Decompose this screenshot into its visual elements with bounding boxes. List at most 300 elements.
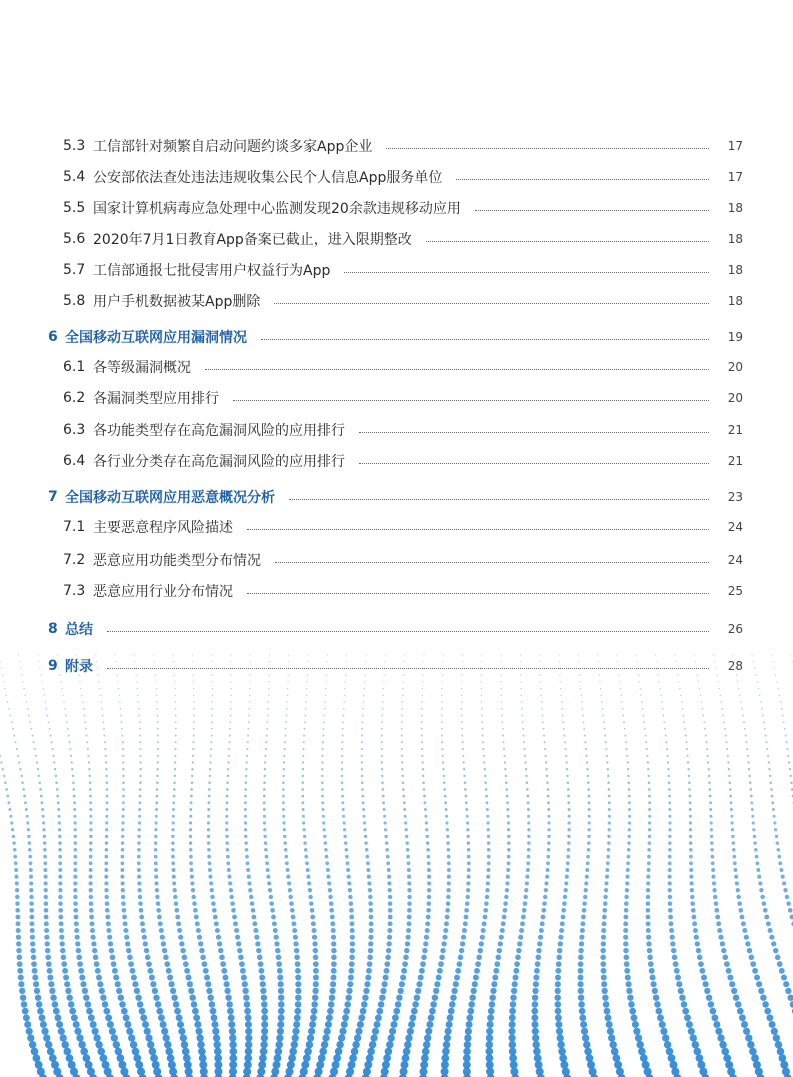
wave-dot <box>81 695 82 696</box>
wave-dot <box>63 1048 71 1056</box>
wave-dot <box>487 1014 494 1021</box>
wave-dot <box>269 895 273 899</box>
wave-dot <box>482 921 487 926</box>
wave-dot <box>42 815 45 818</box>
wave-dot <box>702 708 704 710</box>
wave-dot <box>276 1034 283 1041</box>
wave-dot <box>43 855 47 859</box>
wave-dot <box>342 1014 349 1021</box>
wave-dot <box>721 701 723 703</box>
wave-dot <box>545 761 547 763</box>
toc-chapter-6[interactable] <box>0 325 793 349</box>
wave-dot <box>41 1028 48 1035</box>
wave-dot <box>646 748 648 750</box>
wave-dot <box>142 935 147 940</box>
wave-dot <box>44 888 48 892</box>
wave-dot <box>482 741 484 743</box>
wave-dot <box>670 935 675 940</box>
wave-dot <box>189 835 192 838</box>
wave-dot <box>383 688 384 689</box>
wave-dot <box>728 768 730 770</box>
toc-entry-5-3[interactable] <box>0 134 793 158</box>
wave-dot <box>44 881 48 885</box>
wave-dot <box>507 841 510 844</box>
toc-chapter-8[interactable] <box>0 617 793 641</box>
wave-dot <box>58 861 62 865</box>
wave-dot <box>264 755 266 757</box>
wave-dot <box>341 761 343 763</box>
wave-dot <box>414 994 420 1000</box>
wave-dot <box>121 835 124 838</box>
wave-dot <box>183 1054 191 1062</box>
wave-dot <box>341 768 343 770</box>
wave-dot <box>656 1008 663 1015</box>
wave-dot <box>235 935 240 940</box>
wave-dot <box>16 935 21 940</box>
wave-dot <box>427 875 431 879</box>
wave-dot <box>156 701 158 703</box>
wave-dot <box>461 708 463 710</box>
wave-dot <box>657 1014 664 1021</box>
wave-dot <box>674 968 680 974</box>
wave-dot <box>689 841 692 844</box>
toc-entry-5-5[interactable] <box>0 196 793 220</box>
wave-dot <box>505 781 508 784</box>
wave-dot <box>565 755 567 757</box>
wave-dot <box>172 875 176 879</box>
wave-dot <box>776 681 777 682</box>
wave-dot <box>325 861 329 865</box>
wave-dot <box>313 981 319 987</box>
wave-dot <box>230 701 232 703</box>
wave-dot <box>283 828 286 831</box>
wave-dot <box>329 908 334 913</box>
wave-dot <box>225 801 228 804</box>
wave-dot <box>74 921 79 926</box>
wave-dot <box>421 1054 429 1062</box>
wave-dot <box>587 835 590 838</box>
toc-entry-6-1[interactable] <box>0 355 793 379</box>
wave-dot <box>58 868 62 872</box>
wave-dot <box>329 988 335 994</box>
wave-dot <box>421 715 423 717</box>
wave-dot <box>244 821 247 824</box>
wave-dot <box>587 788 590 791</box>
wave-dot <box>89 821 92 824</box>
wave-dot <box>366 861 370 865</box>
wave-dot <box>174 775 176 777</box>
wave-dot <box>734 868 738 872</box>
wave-dot <box>662 708 664 710</box>
wave-dot <box>461 935 466 940</box>
wave-dot <box>524 761 526 763</box>
wave-dot <box>175 701 177 703</box>
wave-dot <box>191 768 193 770</box>
wave-dot <box>623 721 625 723</box>
wave-dot <box>185 974 191 980</box>
wave-dot <box>602 988 608 994</box>
wave-dot <box>355 1028 362 1035</box>
toc-page-number: 20 <box>727 360 743 374</box>
wave-dot <box>134 988 140 994</box>
wave-dot <box>149 974 155 980</box>
wave-dot <box>583 728 585 730</box>
wave-dot <box>783 981 789 987</box>
wave-dot <box>68 735 70 737</box>
wave-dot <box>244 1001 251 1008</box>
wave-dot <box>482 735 484 737</box>
wave-dot <box>62 695 63 696</box>
wave-dot <box>105 815 108 818</box>
wave-dot <box>402 788 405 791</box>
wave-dot <box>777 1048 785 1056</box>
toc-entry-7-1[interactable] <box>0 515 793 539</box>
wave-dot <box>522 728 524 730</box>
toc-entry-6-3[interactable] <box>0 418 793 442</box>
wave-dot <box>55 775 57 777</box>
wave-dot <box>689 815 692 818</box>
wave-dot <box>611 1048 619 1056</box>
wave-dot <box>364 688 365 689</box>
wave-dot <box>246 748 248 750</box>
wave-dot <box>277 1028 284 1035</box>
wave-dot <box>312 941 317 946</box>
toc-chapter-7[interactable] <box>0 485 793 509</box>
wave-dot <box>486 801 489 804</box>
wave-dot <box>363 701 365 703</box>
wave-dot <box>283 761 285 763</box>
wave-dot <box>668 1054 676 1062</box>
wave-dot <box>43 848 47 852</box>
wave-dot <box>330 981 336 987</box>
wave-dot <box>502 721 504 723</box>
wave-dot <box>769 935 774 940</box>
wave-dot <box>558 935 563 940</box>
wave-dot <box>245 768 247 770</box>
wave-dot <box>91 941 96 946</box>
wave-dot <box>741 921 746 926</box>
wave-dot <box>425 928 430 933</box>
wave-dot <box>689 835 692 838</box>
wave-dot <box>0 761 2 763</box>
wave-dot <box>282 821 285 824</box>
wave-dot <box>773 1034 780 1041</box>
wave-dot <box>306 681 307 682</box>
wave-dot <box>156 795 159 798</box>
wave-dot <box>725 1061 733 1069</box>
wave-dot <box>511 988 517 994</box>
wave-dot <box>361 795 364 798</box>
wave-dot <box>526 781 529 784</box>
wave-dot <box>345 681 346 682</box>
wave-dot <box>122 801 125 804</box>
wave-dot <box>190 881 194 885</box>
wave-dot <box>182 1048 190 1056</box>
wave-dot <box>745 735 747 737</box>
wave-dot <box>707 761 709 763</box>
wave-dot <box>684 1014 691 1021</box>
wave-dot <box>781 974 787 980</box>
wave-dot <box>14 868 18 872</box>
wave-dot <box>561 708 563 710</box>
wave-dot <box>527 835 530 838</box>
wave-dot <box>323 721 325 723</box>
toc-title: 各行业分类存在高危漏洞风险的应用排行 <box>93 454 345 470</box>
wave-dot <box>681 701 683 703</box>
wave-dot <box>203 968 209 974</box>
wave-dot <box>724 728 726 730</box>
toc-entry-5-8[interactable] <box>0 289 793 313</box>
wave-dot <box>461 728 463 730</box>
wave-dot <box>276 955 282 961</box>
wave-dot <box>541 915 546 920</box>
wave-dot <box>502 728 504 730</box>
toc-entry-6-4[interactable] <box>0 449 793 473</box>
wave-dot <box>29 895 33 899</box>
wave-dot <box>447 875 451 879</box>
wave-dot <box>407 868 411 872</box>
wave-dot <box>740 915 745 920</box>
wave-dot <box>727 761 729 763</box>
wave-dot <box>189 855 193 859</box>
wave-dot <box>606 761 608 763</box>
wave-dot <box>261 1021 268 1028</box>
wave-dot <box>464 1034 471 1041</box>
wave-dot <box>512 974 518 980</box>
wave-dot <box>779 1054 787 1062</box>
wave-dot <box>219 955 225 961</box>
wave-dot <box>154 848 158 852</box>
wave-dot <box>508 1028 515 1035</box>
wave-dot <box>771 1028 778 1035</box>
wave-dot <box>29 868 33 872</box>
wave-dot <box>342 815 345 818</box>
wave-dot <box>568 808 571 811</box>
wave-dot <box>154 875 158 879</box>
wave-dot <box>461 721 463 723</box>
wave-dot <box>180 948 185 953</box>
wave-dot <box>421 955 427 961</box>
wave-dot <box>190 868 194 872</box>
wave-dot <box>662 1034 669 1041</box>
wave-dot <box>404 815 407 818</box>
wave-dot <box>342 721 344 723</box>
toc-number: 5.7 <box>63 262 86 278</box>
wave-dot <box>658 681 659 682</box>
toc-entry-5-6[interactable] <box>0 227 793 251</box>
wave-dot <box>723 1054 731 1062</box>
wave-dot <box>754 848 758 852</box>
wave-dot <box>585 755 587 757</box>
wave-dot <box>775 835 778 838</box>
wave-dot <box>586 1054 594 1062</box>
wave-dot <box>386 948 391 953</box>
wave-dot <box>29 875 33 879</box>
wave-dot <box>103 721 105 723</box>
wave-dot <box>588 801 591 804</box>
wave-dot <box>341 748 343 750</box>
wave-dot <box>106 795 109 798</box>
wave-dot <box>305 708 307 710</box>
wave-dot <box>382 788 385 791</box>
wave-dot <box>193 721 195 723</box>
wave-dot <box>587 1061 595 1069</box>
toc-number: 7 <box>48 489 58 505</box>
wave-dot <box>555 988 561 994</box>
wave-dot <box>525 775 527 777</box>
wave-dot <box>627 761 629 763</box>
wave-dot <box>17 961 23 967</box>
wave-dot <box>509 1014 516 1021</box>
wave-dot <box>443 1041 450 1048</box>
wave-dot <box>386 1041 393 1048</box>
wave-dot <box>89 841 92 844</box>
wave-dot <box>50 735 52 737</box>
wave-dot <box>441 708 443 710</box>
wave-dot <box>542 721 544 723</box>
wave-dot <box>441 735 443 737</box>
wave-dot <box>557 1041 564 1048</box>
wave-dot <box>247 741 249 743</box>
wave-dot <box>121 1008 128 1015</box>
wave-dot <box>427 868 431 872</box>
wave-dot <box>174 688 175 689</box>
wave-dot <box>690 895 694 899</box>
dot-leader <box>426 241 709 242</box>
wave-dot <box>19 768 21 770</box>
wave-dot <box>420 961 426 967</box>
wave-dot <box>303 735 305 737</box>
wave-dot <box>121 728 123 730</box>
wave-dot <box>689 801 692 804</box>
wave-dot <box>547 788 550 791</box>
wave-dot <box>71 1014 78 1021</box>
wave-dot <box>290 908 295 913</box>
wave-dot <box>367 955 373 961</box>
wave-dot <box>286 701 288 703</box>
wave-dot <box>691 908 696 913</box>
wave-dot <box>164 1041 171 1048</box>
wave-dot <box>57 808 60 811</box>
wave-dot <box>647 948 652 953</box>
wave-dot <box>45 948 50 953</box>
wave-dot <box>708 781 711 784</box>
wave-dot <box>690 1034 697 1041</box>
wave-dot <box>498 941 503 946</box>
wave-dot <box>155 1001 162 1008</box>
wave-dot <box>84 715 86 717</box>
wave-dot <box>80 688 81 689</box>
wave-dot <box>601 981 607 987</box>
wave-dot <box>101 701 103 703</box>
wave-dot <box>490 988 496 994</box>
wave-dot <box>401 741 403 743</box>
wave-dot <box>387 941 392 946</box>
toc-entry-5-7[interactable] <box>0 258 793 282</box>
wave-dot <box>307 881 311 885</box>
wave-dot <box>754 974 760 980</box>
wave-dot <box>119 1001 126 1008</box>
wave-dot <box>383 1054 391 1062</box>
wave-dot <box>580 928 585 933</box>
wave-dot <box>697 955 703 961</box>
wave-dot <box>58 1028 65 1035</box>
wave-dot <box>481 721 483 723</box>
wave-dot <box>515 955 521 961</box>
wave-dot <box>121 855 125 859</box>
toc-entry-6-2[interactable] <box>0 386 793 410</box>
wave-dot <box>175 735 177 737</box>
wave-dot <box>706 994 712 1000</box>
wave-dot <box>664 1041 671 1048</box>
wave-dot <box>228 881 232 885</box>
wave-dot <box>426 848 430 852</box>
wave-dot <box>12 835 15 838</box>
wave-dot <box>13 848 17 852</box>
toc-entry-7-2[interactable] <box>0 548 793 572</box>
wave-dot <box>225 821 228 824</box>
wave-dot <box>544 748 546 750</box>
wave-dot <box>118 688 119 689</box>
wave-dot <box>225 815 228 818</box>
wave-dot <box>283 835 286 838</box>
wave-dot <box>29 1041 36 1048</box>
wave-dot <box>283 841 286 844</box>
wave-dot <box>457 961 463 967</box>
wave-dot <box>764 1008 771 1015</box>
wave-dot <box>682 708 684 710</box>
wave-dot <box>383 815 386 818</box>
wave-dot <box>466 888 470 892</box>
wave-dot <box>646 935 651 940</box>
wave-dot <box>510 1061 518 1069</box>
wave-dot <box>368 935 373 940</box>
wave-dot <box>487 861 491 865</box>
wave-dot <box>44 915 49 920</box>
wave-dot <box>381 735 383 737</box>
wave-dot <box>567 835 570 838</box>
wave-dot <box>15 888 19 892</box>
wave-dot <box>446 828 449 831</box>
wave-dot <box>412 1001 419 1008</box>
wave-dot <box>485 895 489 899</box>
wave-dot <box>443 775 445 777</box>
wave-dot <box>401 708 403 710</box>
wave-dot <box>52 748 54 750</box>
wave-dot <box>758 881 762 885</box>
wave-dot <box>424 1034 431 1041</box>
wave-dot <box>343 835 346 838</box>
toc-chapter-9[interactable] <box>0 654 793 678</box>
wave-dot <box>407 881 411 885</box>
toc-entry-5-4[interactable] <box>0 165 793 189</box>
wave-dot <box>122 775 124 777</box>
wave-dot <box>184 968 190 974</box>
wave-dot <box>527 815 530 818</box>
wave-dot <box>261 1034 268 1041</box>
toc-entry-7-3[interactable] <box>0 579 793 603</box>
wave-dot <box>302 748 304 750</box>
wave-dot <box>64 708 66 710</box>
wave-dot <box>224 981 230 987</box>
wave-dot <box>557 948 562 953</box>
wave-dot <box>746 741 748 743</box>
wave-dot <box>401 768 403 770</box>
wave-dot <box>737 901 742 906</box>
wave-dot <box>678 988 684 994</box>
wave-dot <box>361 755 363 757</box>
wave-dot <box>426 908 431 913</box>
